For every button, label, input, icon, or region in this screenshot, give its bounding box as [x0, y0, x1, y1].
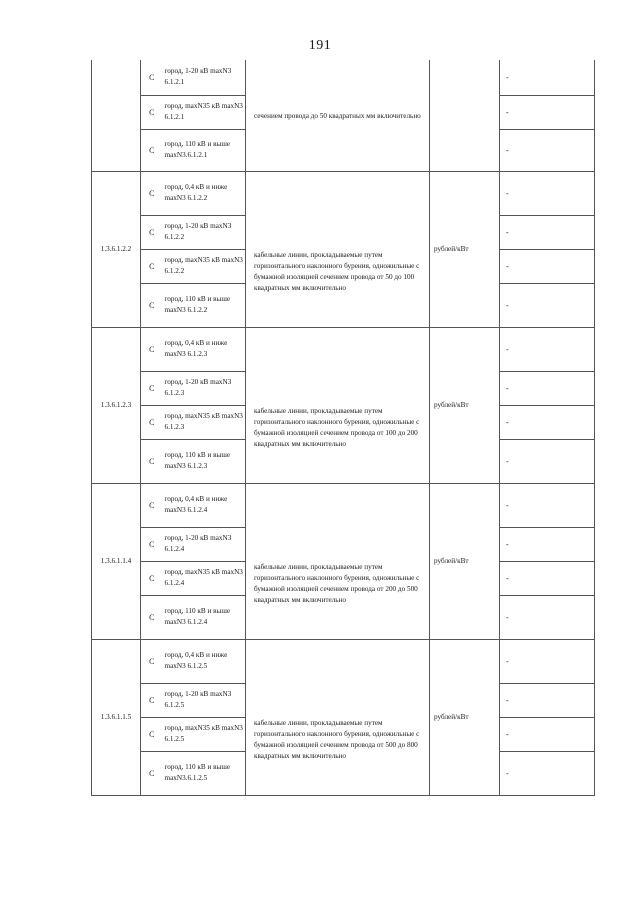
tariff-value: - [500, 60, 595, 95]
voltage-level: город, 1-20 кВ maxN3 6.1.2.5 [163, 683, 246, 717]
tariff-value: - [500, 561, 595, 595]
voltage-level: город, maxN35 кВ maxN3 6.1.2.5 [163, 717, 246, 751]
tariff-value: - [500, 683, 595, 717]
zone-letter: С [141, 751, 163, 795]
zone-letter: С [141, 129, 163, 171]
cable-description-cell [246, 327, 430, 483]
tariff-value: - [500, 527, 595, 561]
voltage-level: город, 110 кВ и выше maxN3.6.1.2.1 [163, 129, 246, 171]
zone-letter: С [141, 60, 163, 95]
cable-description: кабельные линии, прокладываемые путем горизонтального наклонного бурения, одножильные с бумажной изоляцией сечением провода от 200 до 500 квадратных мм включительно [254, 563, 420, 604]
tariff-value: - [500, 717, 595, 751]
cable-description: кабельные линии, прокладываемые путем горизонтального наклонного бурения, одножильные с бумажной изоляцией сечением провода от 500 до 800 квадратных мм включительно [254, 719, 420, 760]
voltage-level: город, 1-20 кВ maxN3 6.1.2.2 [163, 215, 246, 249]
tariff-value: - [500, 215, 595, 249]
table-row [92, 639, 595, 683]
voltage-level: город, 110 кВ и выше maxN3.6.1.2.5 [163, 751, 246, 795]
voltage-level: город, 0,4 кВ и ниже maxN3 6.1.2.4 [163, 483, 246, 527]
tariff-value: - [500, 249, 595, 283]
cable-description: кабельные линии, прокладываемые путем горизонтального наклонного бурения, одножильные с бумажной изоляцией сечением провода от 100 до 200 квадратных мм включительно [254, 407, 420, 448]
row-code: 1.3.6.1.1.5 [92, 639, 141, 795]
row-code: 1.3.6.1.2.3 [92, 327, 141, 483]
zone-letter: С [141, 639, 163, 683]
zone-letter: С [141, 561, 163, 595]
unit: рублей/кВт [430, 639, 500, 795]
tariff-value: - [500, 327, 595, 371]
table-row [92, 60, 595, 95]
zone-letter: С [141, 283, 163, 327]
cable-description: сечением провода до 50 квадратных мм включительно [254, 111, 421, 120]
zone-letter: С [141, 439, 163, 483]
tariff-value: - [500, 405, 595, 439]
zone-letter: С [141, 483, 163, 527]
voltage-level: город, maxN35 кВ maxN3 6.1.2.4 [163, 561, 246, 595]
row-code: 1.3.6.1.2.2 [92, 171, 141, 327]
voltage-level: город, 1-20 кВ maxN3 6.1.2.4 [163, 527, 246, 561]
voltage-level: город, maxN35 кВ maxN3 6.1.2.1 [163, 95, 246, 129]
row-code [92, 60, 141, 171]
tariff-value: - [500, 751, 595, 795]
zone-letter: С [141, 95, 163, 129]
table-row [92, 327, 595, 371]
zone-letter: С [141, 171, 163, 215]
zone-letter: С [141, 249, 163, 283]
unit: рублей/кВт [430, 327, 500, 483]
row-code: 1.3.6.1.1.4 [92, 483, 141, 639]
voltage-level: город, 110 кВ и выше maxN3 6.1.2.4 [163, 595, 246, 639]
tariff-table-body [92, 60, 595, 795]
unit: рублей/кВт [430, 171, 500, 327]
zone-letter: С [141, 683, 163, 717]
tariff-value: - [500, 171, 595, 215]
voltage-level: город, 110 кВ и выше maxN3 6.1.2.2 [163, 283, 246, 327]
tariff-value: - [500, 129, 595, 171]
voltage-level: город, 0,4 кВ и ниже maxN3 6.1.2.3 [163, 327, 246, 371]
zone-letter: С [141, 327, 163, 371]
tariff-value: - [500, 283, 595, 327]
zone-letter: С [141, 595, 163, 639]
cable-description-cell [246, 171, 430, 327]
zone-letter: С [141, 717, 163, 751]
zone-letter: С [141, 215, 163, 249]
voltage-level: город, 110 кВ и выше maxN3 6.1.2.3 [163, 439, 246, 483]
tariff-value: - [500, 371, 595, 405]
zone-letter: С [141, 371, 163, 405]
tariff-value: - [500, 95, 595, 129]
voltage-level: город, 0,4 кВ и ниже maxN3 6.1.2.5 [163, 639, 246, 683]
page-number: 191 [308, 38, 332, 53]
unit: рублей/кВт [430, 483, 500, 639]
tariff-table [91, 60, 595, 796]
cable-description-cell [246, 483, 430, 639]
voltage-level: город, maxN35 кВ maxN3 6.1.2.3 [163, 405, 246, 439]
cable-description-cell [246, 60, 430, 171]
zone-letter: С [141, 405, 163, 439]
tariff-value: - [500, 483, 595, 527]
cable-description: кабельные линии, прокладываемые путем горизонтального наклонного бурения, одножильные с бумажной изоляцией сечением провода от 50 до 100 квадратных мм включительно [254, 251, 420, 292]
tariff-value: - [500, 639, 595, 683]
voltage-level: город, 0,4 кВ и ниже maxN3 6.1.2.2 [163, 171, 246, 215]
zone-letter: С [141, 527, 163, 561]
table-row [92, 171, 595, 215]
voltage-level: город, 1-20 кВ maxN3 6.1.2.1 [163, 60, 246, 95]
cable-description-cell [246, 639, 430, 795]
tariff-value: - [500, 595, 595, 639]
voltage-level: город, 1-20 кВ maxN3 6.1.2.3 [163, 371, 246, 405]
unit [430, 60, 500, 171]
voltage-level: город, maxN35 кВ maxN3 6.1.2.2 [163, 249, 246, 283]
tariff-value: - [500, 439, 595, 483]
table-row [92, 483, 595, 527]
